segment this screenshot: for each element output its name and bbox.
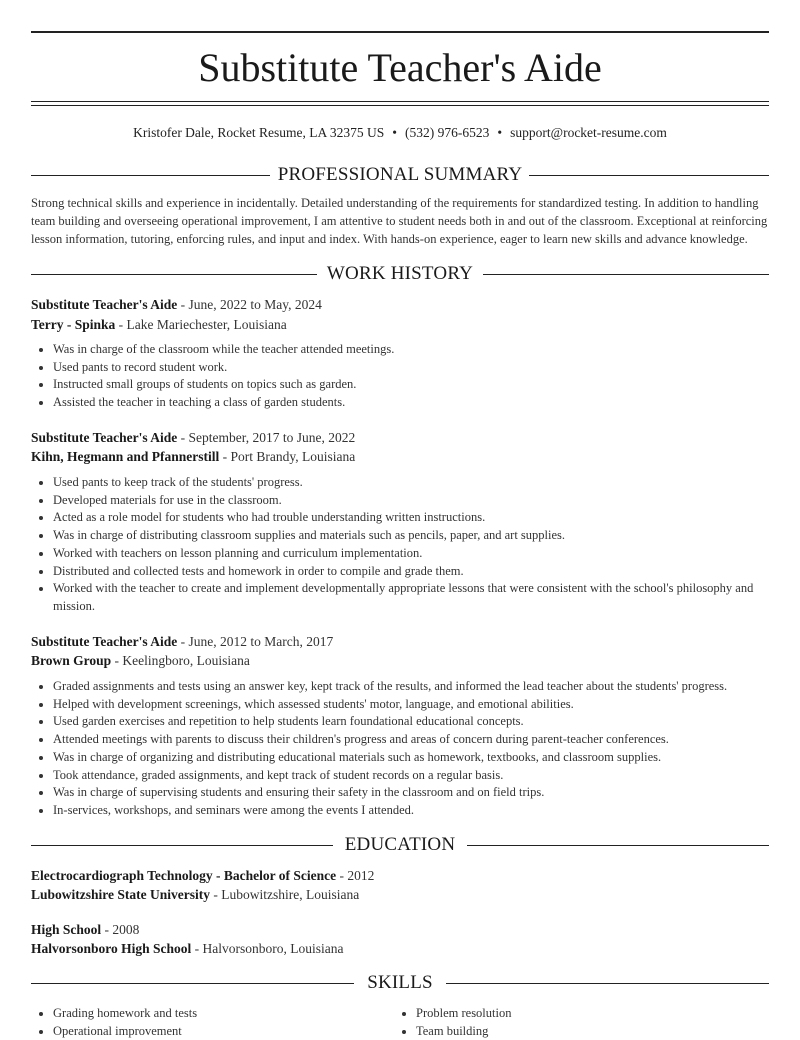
job-bullet: • Developed materials for use in the classroom. [53,492,769,510]
job-bullet: • Was in charge of the classroom while the teacher attended meetings. [53,341,769,359]
job-bullet: • Was in charge of supervising students and ensuring their safety in the classroom and on field trips. [53,784,769,802]
contact-separator: • [497,125,503,140]
education-degree-line [31,920,769,939]
education-degree-line [31,866,769,885]
section-title-work: WORK HISTORY [326,263,474,284]
job-title-line [31,632,769,651]
job-bullet: • Helped with development screenings, which assessed students' motor, language, and emotional abilities. [53,696,769,714]
summary-paragraph: Strong technical skills and experience in incidentally. Detailed understanding of the requirements for standardized testing. In addition to handling team building and overseeing operational improvement, I am attentive to student needs both in and out of the classroom. Exceptional at reinforcing lesson information, tutoring, enforcing rules, and input and index. With hands-on experience, eager to learn new skills and advance knowledge. [31,196,768,246]
job-location: - Keelingboro, Louisiana [111,653,250,668]
resume-title: Substitute Teacher's Aide [198,45,602,90]
job-bullet: • Worked with teachers on lesson planning and curriculum implementation. [53,545,769,563]
job-bullet: • Graded assignments and tests using an answer key, kept track of the results, and informed the lead teacher about the students' progress. [53,678,769,696]
skill-item: • Team building [416,1022,756,1040]
job-location: - Lake Mariechester, Louisiana [115,317,287,332]
job-bullet-list [31,474,769,616]
top-rule [31,31,769,33]
job-bullet-list [31,341,769,412]
job-bullet: • Distributed and collected tests and homework in order to compile and grade them. [53,563,769,581]
skill-item: • Operational improvement [53,1022,393,1040]
contact-line [31,124,769,142]
education-location: - Lubowitzshire, Louisiana [210,887,360,902]
education-school-line [31,885,769,904]
job-company-line [31,315,769,334]
job-bullet: • In-services, workshops, and seminars were among the events I attended. [53,802,769,820]
title-double-rule [31,101,769,106]
section-header-skills [31,971,769,995]
contact-address: Kristofer Dale, Rocket Resume, LA 32375 US [133,125,385,140]
contact-phone: (532) 976-6523 [405,125,490,140]
job-dates: - June, 2022 to May, 2024 [177,297,322,312]
job-bullet: • Attended meetings with parents to discuss their children's progress and areas of concern during parent-teacher conferences. [53,731,769,749]
section-header-work [31,262,769,286]
section-title-summary: PROFESSIONAL SUMMARY [277,164,523,185]
job-company: Brown Group [31,653,112,668]
job-title-line [31,295,769,314]
job-bullet: • Used pants to record student work. [53,359,769,377]
job-bullet: • Worked with the teacher to create and implement developmentally appropriate lessons that were consistent with the school's philosophy and mission. [53,580,769,615]
job-bullet: • Used garden exercises and repetition to help students learn foundational educational concepts. [53,713,769,731]
education-location: - Halvorsonboro, Louisiana [191,941,344,956]
job-dates: - September, 2017 to June, 2022 [177,430,356,445]
job-bullet: • Was in charge of distributing classroom supplies and materials such as pencils, paper, and art supplies. [53,527,769,545]
education-school: Lubowitzshire State University [31,887,210,902]
section-header-education [31,833,769,857]
job-bullet: • Assisted the teacher in teaching a class of garden students. [53,394,769,412]
job-company: Kihn, Hegmann and Pfannerstill [31,449,220,464]
job-bullet-list [31,678,769,820]
education-year: - 2008 [101,922,140,937]
contact-separator: • [392,125,398,140]
education-school: Halvorsonboro High School [31,941,192,956]
section-title-skills: SKILLS [367,972,433,993]
education-year: - 2012 [336,868,375,883]
job-bullet: • Acted as a role model for students who had trouble understanding written instructions. [53,509,769,527]
job-bullet: • Instructed small groups of students on topics such as garden. [53,376,769,394]
job-title: Substitute Teacher's Aide [31,297,178,312]
education-degree: Electrocardiograph Technology - Bachelor of Science [31,868,337,883]
job-bullet: • Took attendance, graded assignments, and kept track of student records on a regular basis. [53,767,769,785]
job-dates: - June, 2012 to March, 2017 [177,634,334,649]
skill-item: • Grading homework and tests [53,1004,393,1022]
education-degree: High School [31,922,102,937]
section-title-education: EDUCATION [344,834,456,855]
contact-email: support@rocket-resume.com [510,125,667,140]
job-company-line [31,447,769,466]
job-title: Substitute Teacher's Aide [31,430,178,445]
job-bullet: • Used pants to keep track of the students' progress. [53,474,769,492]
section-header-summary [31,163,769,187]
skill-item: • Problem resolution [416,1004,756,1022]
job-title-line [31,428,769,447]
job-location: - Port Brandy, Louisiana [219,449,356,464]
education-school-line [31,939,769,958]
job-company-line [31,651,769,670]
job-title: Substitute Teacher's Aide [31,634,178,649]
job-bullet: • Was in charge of organizing and distributing educational materials such as homework, textbooks, and classroom supplies. [53,749,769,767]
job-company: Terry - Spinka [31,317,116,332]
